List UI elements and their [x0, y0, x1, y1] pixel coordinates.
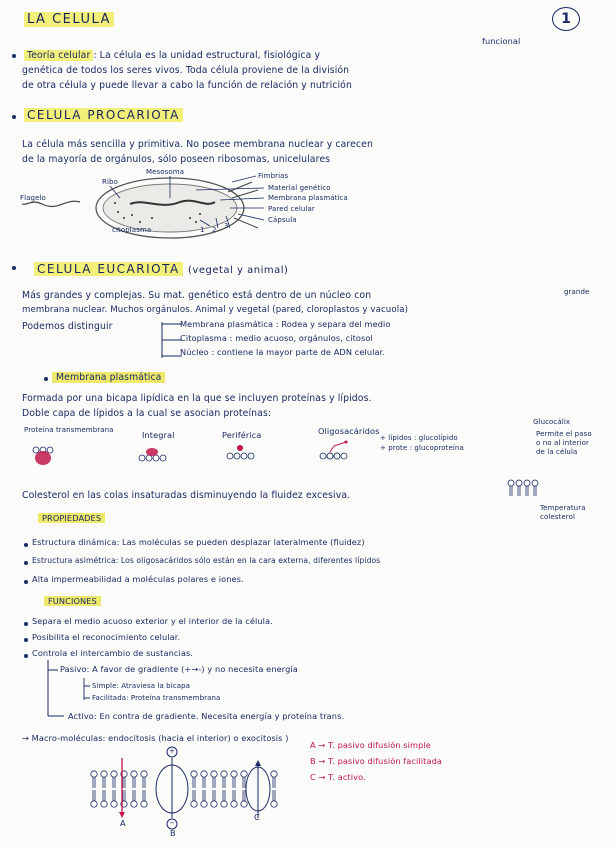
facilitada-text: Facilitada: Proteína transmembrana — [92, 694, 221, 702]
bullet — [12, 266, 16, 270]
bullet — [12, 54, 16, 58]
eucariota-item-3: Núcleo : contiene la mayor parte de ADN celular. — [180, 347, 386, 357]
bullet — [44, 377, 48, 381]
membrana-line-1: Formada por una bicapa lipídica en la que se incluyen proteínas y lípidos. — [22, 393, 372, 404]
glucocalix-label: Glucocálix — [533, 418, 571, 426]
label-fimbrias: Fimbrias — [258, 172, 289, 180]
eucariota-line-1: Más grandes y complejas. Su mat. genético está dentro de un núcleo con — [22, 290, 372, 301]
oligosaccharide-diagram — [318, 440, 358, 474]
teoria-above: funcional — [482, 36, 521, 46]
prote-note: + prote : glucoproteína — [380, 444, 464, 452]
eucariota-line-1b: grande — [564, 288, 590, 296]
bullet — [12, 115, 16, 119]
letter-a: A — [120, 818, 126, 828]
label-membrana: Membrana plasmática — [268, 194, 348, 202]
legend-a: A → T. pasivo difusión simple — [310, 740, 431, 750]
procariota-heading: CELULA PROCARIOTA — [24, 108, 183, 122]
funcion-1: Separa el medio acuoso exterior y el interior de la célula. — [32, 616, 273, 626]
propiedad-1: Estructura dinámica: Las moléculas se pueden desplazar lateralmente (fluidez) — [32, 537, 365, 547]
transport-diagram — [84, 744, 294, 842]
type-integral: Integral — [142, 430, 175, 440]
procariota-line-2: de la mayoría de orgánulos, sólo poseen ribosomas, unicelulares — [22, 154, 331, 165]
label-mesosoma: Mesosoma — [146, 168, 185, 176]
label-capsula: Cápsula — [268, 216, 297, 224]
bullet — [24, 580, 28, 584]
lipidos-note: + lípidos : glucolípido — [380, 434, 458, 442]
funcion-2: Posibilita el reconocimiento celular. — [32, 632, 181, 642]
label-ribo: Ribo — [102, 178, 118, 186]
label-n2: 2 — [212, 226, 217, 234]
activo-text: Activo: En contra de gradiente. Necesita energía y proteína trans. — [68, 711, 345, 721]
page-number: 1 — [552, 7, 580, 31]
propiedades-heading: PROPIEDADES — [38, 513, 105, 524]
bullet — [24, 622, 28, 626]
membrane-protein-diagrams — [30, 444, 340, 476]
legend-b: B → T. pasivo difusión facilitada — [310, 756, 442, 766]
bullet — [24, 543, 28, 547]
teoria-line-1: Teoría celular : La célula es la unidad estructural, fisiológica y — [24, 49, 320, 62]
teoria-line-2: genética de todos los seres vivos. Toda célula proviene de la división — [22, 65, 350, 76]
eucariota-heading: CELULA EUCARIOTA (vegetal y animal) — [34, 262, 288, 276]
eucariota-line-3: Podemos distinguir — [22, 321, 113, 332]
letter-b: B — [170, 828, 176, 838]
pasivo-text: Pasivo: A favor de gradiente (+→-) y no necesita energía — [60, 664, 298, 674]
label-n3: 3 — [224, 222, 229, 230]
type-periferica: Periférica — [222, 430, 262, 440]
funciones-heading: FUNCIONES — [44, 596, 101, 607]
label-material: Material genético — [268, 184, 331, 192]
prokaryote-diagram — [20, 168, 440, 246]
label-n1: 1 — [200, 226, 205, 234]
plus-sign: + — [169, 747, 175, 755]
eucariota-item-2: Citoplasma : medio acuoso, orgánulos, citosol — [180, 333, 373, 343]
propiedad-3: Alta impermeabilidad a moléculas polares e iones. — [32, 574, 244, 584]
propiedad-2: Estructura asimétrica: Los oligosacáridos sólo están en la cara externa, diferentes lípidos — [32, 556, 381, 565]
bullet — [24, 638, 28, 642]
teoria-line-3: de otra célula y puede llevar a cabo la función de relación y nutrición — [22, 80, 352, 91]
glucocalix-desc: Permite el paso o no al interior de la célula — [536, 430, 592, 456]
membrana-heading: Membrana plasmática — [52, 371, 165, 384]
cholesterol-icon — [506, 478, 546, 500]
type-transmembrana: Proteína transmembrana — [24, 426, 114, 434]
label-citoplasma: citoplasma — [112, 226, 152, 234]
membrana-line-2: Doble capa de lípidos a la cual se asocian proteínas: — [22, 408, 272, 419]
letter-c: C — [254, 812, 260, 822]
macro-text: → Macro-moléculas: endocitosis (hacia el interior) o exocitosis ) — [22, 733, 289, 743]
eucariota-line-2: membrana nuclear. Muchos orgánulos. Animal y vegetal (pared, cloroplastos y vacuola) — [22, 305, 409, 315]
page-title: LA CELULA — [24, 12, 114, 27]
type-oligosacaridos: Oligosacáridos — [318, 426, 380, 436]
legend-c: C → T. activo. — [310, 772, 366, 782]
colesterol-text: Colesterol en las colas insaturadas disminuyendo la fluidez excesiva. — [22, 490, 351, 501]
minus-sign: − — [169, 819, 175, 827]
bullet — [24, 654, 28, 658]
label-flagelo: Flagelo — [20, 194, 46, 202]
simple-text: Simple: Atraviesa la bicapa — [92, 682, 191, 690]
procariota-line-1: La célula más sencilla y primitiva. No posee membrana nuclear y carecen — [22, 139, 373, 150]
eucariota-item-1: Membrana plasmática : Rodea y separa del medio — [180, 319, 391, 329]
bullet — [24, 561, 28, 565]
colesterol-note: Temperatura colesterol — [540, 504, 586, 521]
label-pared: Pared celular — [268, 205, 315, 213]
funcion-3: Controla el intercambio de sustancias. — [32, 648, 194, 658]
